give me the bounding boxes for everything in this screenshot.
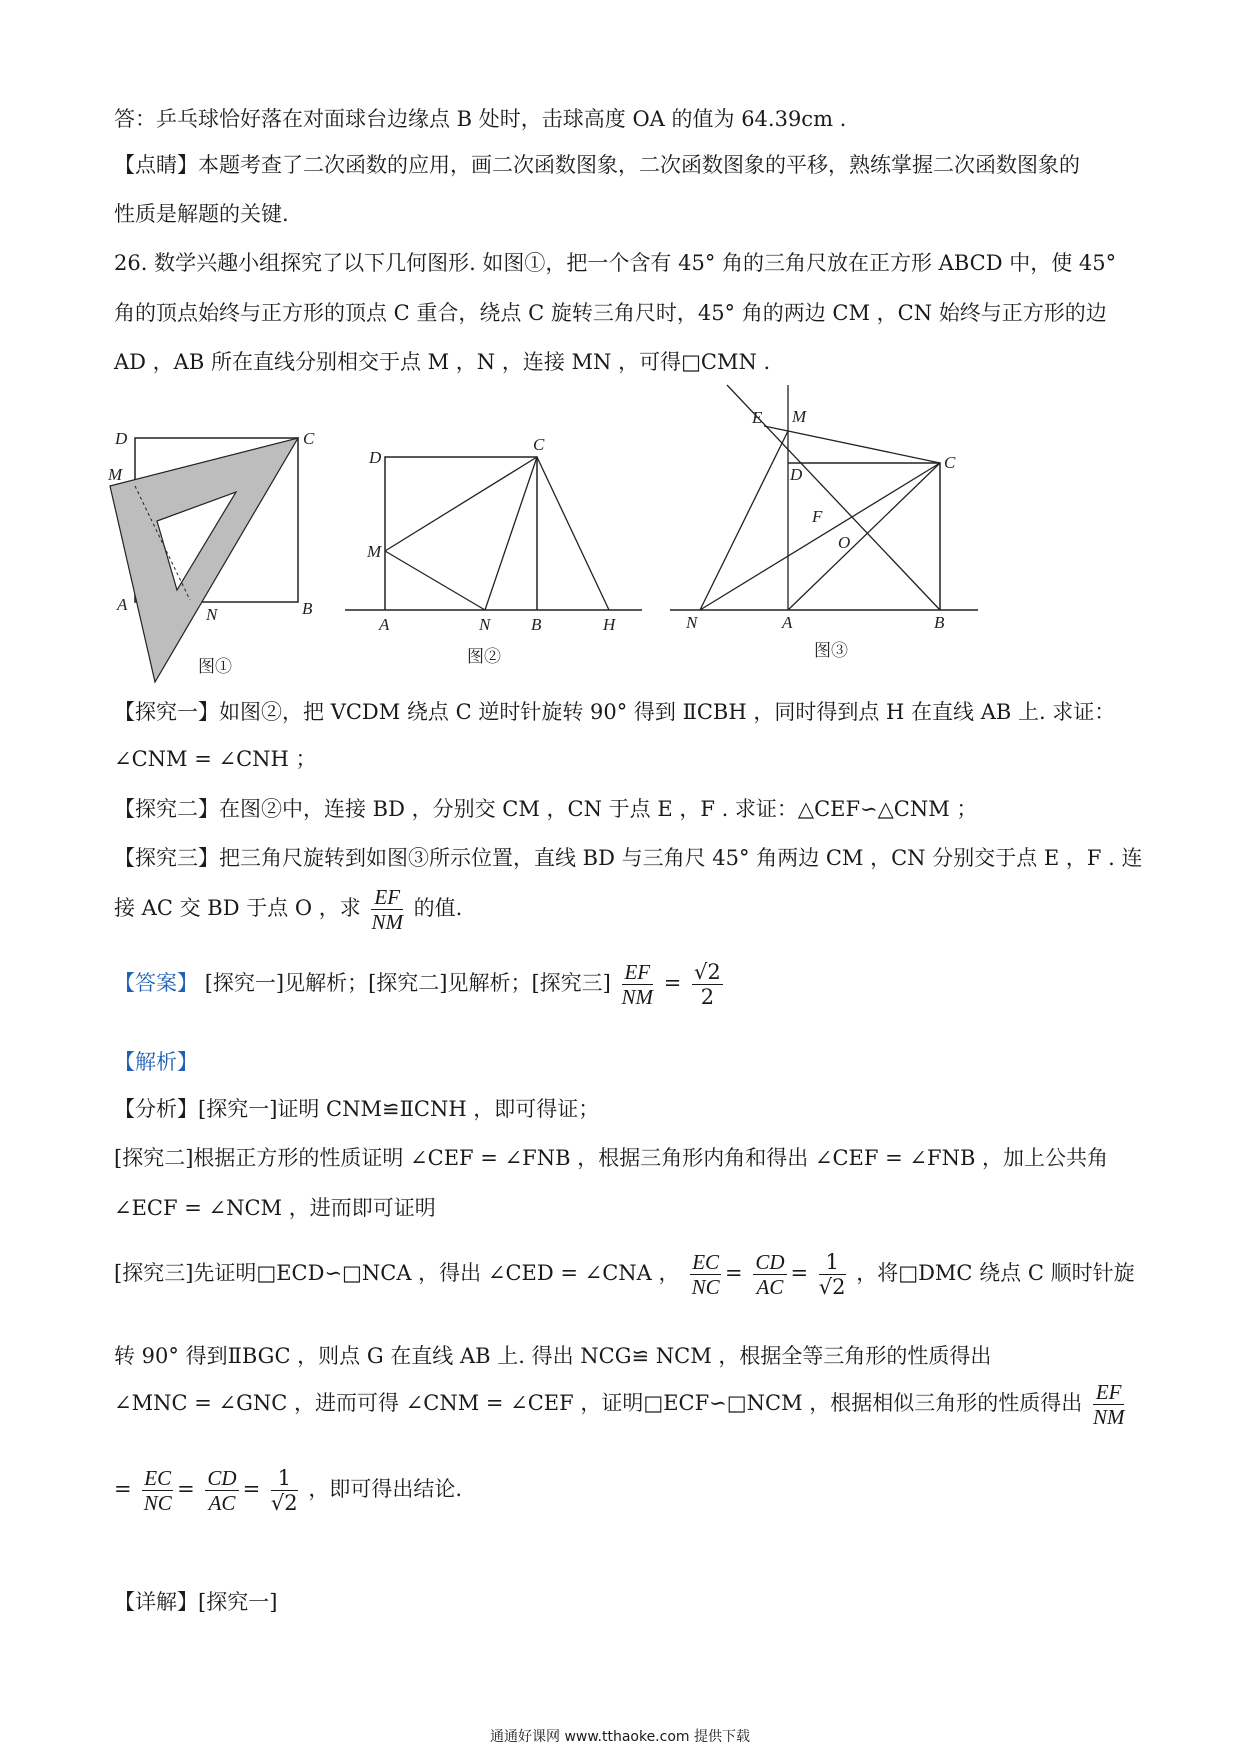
figure-2 [345,430,645,670]
fraction-cd-ac: $\frac{CD}{AC}$ [755,1250,785,1299]
label-F: F [812,507,823,526]
answer-text: [探究一]见解析；[探究二]见解析；[探究三] [204,971,611,995]
label-D: D [790,465,803,484]
segment-cm [788,431,940,463]
segment-mn [385,551,485,610]
label-N: N [206,605,218,624]
detail-label: 【详解】[探究一] [114,1590,278,1614]
analysis-6-text: ∠MNC = ∠GNC ，进而可得 ∠CNM = ∠CEF ，证明□ECF∽□NCM ，根据相似三角形的性质得出 [114,1391,1083,1415]
triangle-ruler [110,438,298,682]
answer-row [114,960,727,1009]
label-C: C [533,435,545,454]
figure-3 [660,385,980,670]
fraction-1-sqrt2-2: $\frac{1}{√2}$ [270,1466,298,1515]
fraction-ec-nc-2: $\frac{EC}{NC}$ [143,1466,172,1515]
explore-3-line-2 [114,885,462,934]
answer-label: 【答案】 [114,971,198,995]
label-N: N [479,615,491,634]
analysis-label: 【解析】 [114,1050,198,1074]
label-A: A [117,595,128,614]
label-D: D [115,429,128,448]
analysis-line-5: 转 90° 得到ⅡBGC ，则点 G 在直线 AB 上. 得出 NCG≌ NCM ，根据全等三角形的性质得出 [114,1344,992,1368]
label-B: B [302,599,313,618]
key-point-line-2: 性质是解题的关键. [114,202,289,226]
segment-cn [485,457,537,610]
analysis-7-text: ，即可得出结论. [308,1477,463,1501]
fraction-cd-ac-2: $\frac{CD}{AC}$ [207,1466,237,1515]
answer-equals: = [663,971,682,995]
label-C: C [944,453,956,472]
label-E: E [752,408,763,427]
segment-ch [537,457,609,610]
figure-1-caption: 图① [198,657,232,676]
label-N: N [686,613,698,632]
analysis-line-3: ∠ECF = ∠NCM ，进而即可证明 [114,1196,436,1220]
figure-1 [110,420,330,690]
label-B: B [531,615,542,634]
figure-2-caption: 图② [467,647,501,666]
figure-3-caption: 图③ [814,641,848,660]
label-C: C [303,429,315,448]
fraction-1-sqrt2: $\frac{1}{√2}$ [818,1250,846,1299]
key-point-line-1: 【点睛】本题考查了二次函数的应用，画二次函数图象，二次函数图象的平移，熟练掌握二次函数图象的 [114,153,1080,177]
label-O: O [838,533,851,552]
fraction-ef-nm-2: $\frac{EF}{NM}$ [1092,1380,1125,1429]
analysis-line-2: [探究二]根据正方形的性质证明 ∠CEF = ∠FNB ，根据三角形内角和得出 ∠CEF = ∠FNB ，加上公共角 [114,1146,1109,1170]
analysis-4-text-b: ，将□DMC 绕点 C 顺时针旋 [856,1261,1135,1285]
explore-1-line-1: 【探究一】如图②，把 VCDM 绕点 C 逆时针旋转 90° 得到 ⅡCBH ，同时得到点 H 在直线 AB 上. 求证： [114,700,1116,724]
question-26-line-2: 角的顶点始终与正方形的顶点 C 重合，绕点 C 旋转三角尺时，45° 角的两边 CM ，CN 始终与正方形的边 [114,301,1107,325]
answer-fraction-right: $\frac{√2}{2}$ [694,960,721,1009]
label-M: M [108,465,123,484]
analysis-4-text-a: [探究三]先证明□ECD∽□NCA ，得出 ∠CED = ∠CNA ， [114,1261,680,1285]
explore-3-text-b: 的值. [413,896,463,920]
label-D: D [369,448,382,467]
segment-cm [385,457,537,551]
analysis-line-4: [探究三]先证明□ECD∽□NCA ，得出 ∠CED = ∠CNA ， $\frac{EC}{NC}$ = $\frac{CD}{AC}$ = $\frac{1}{√2}$ ，将□DMC 绕点 C 顺时针旋 [114,1250,1135,1299]
analysis-line-1: 【分析】[探究一]证明 CNM≌ⅡCNH ，即可得证； [114,1097,600,1121]
explore-3-line-1: 【探究三】把三角尺旋转到如图③所示位置，直线 BD 与三角尺 45° 角两边 CM ，CN 分别交于点 E ，F . 连 [114,846,1143,870]
question-26-line-1: 26. 数学兴趣小组探究了以下几何图形. 如图①，把一个含有 45° 角的三角尺放在正方形 ABCD 中，使 45° [114,251,1117,275]
label-B: B [934,613,945,632]
footer: 通通好课网 www.tthaoke.com 提供下载 [490,1729,750,1745]
explore-1-line-2: ∠CNM = ∠CNH ； [114,747,317,771]
answer-line: 答：乒乓球恰好落在对面球台边缘点 B 处时，击球高度 OA 的值为 64.39cm . [114,107,847,131]
square-abcd [385,457,537,610]
label-A: A [782,613,793,632]
question-26-line-3: AD ，AB 所在直线分别相交于点 M ，N ，连接 MN ，可得□CMN . [114,350,771,374]
explore-3-text-a: 接 AC 交 BD 于点 O ，求 [114,896,361,920]
explore-2-line: 【探究二】在图②中，连接 BD ，分别交 CM ，CN 于点 E ，F . 求证：△CEF∽△CNM ； [114,797,978,821]
label-H: H [603,615,616,634]
analysis-7-equals: = [114,1477,132,1501]
analysis-line-6 [114,1380,1128,1429]
label-M: M [367,542,382,561]
analysis-line-7: = $\frac{EC}{NC}$ = $\frac{CD}{AC}$ = $\frac{1}{√2}$ ，即可得出结论. [114,1466,463,1515]
label-A: A [379,615,390,634]
fraction-ec-nc: $\frac{EC}{NC}$ [691,1250,720,1299]
answer-fraction-left: $\frac{EF}{NM}$ [621,960,654,1009]
label-M: M [792,407,807,426]
fraction-ef-nm: $\frac{EF}{NM}$ [371,885,403,934]
diagonal-ac [788,463,940,610]
